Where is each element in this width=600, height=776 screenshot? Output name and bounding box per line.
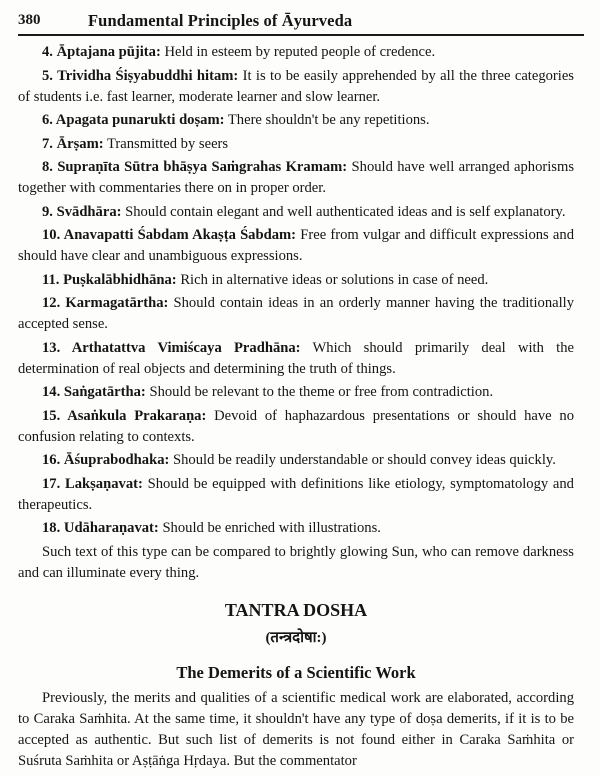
item-term: 18. Udāharaṇavat: (42, 520, 159, 536)
page-number: 380 (18, 12, 41, 28)
running-title: Fundamental Principles of Āyurveda (88, 11, 353, 30)
item-term: 13. Arthatattva Vimiścaya Pradhāna: (42, 339, 301, 356)
list-item (18, 406, 574, 448)
item-term: 4. Āptajana pūjita: (42, 44, 161, 60)
page-body (18, 42, 574, 772)
item-term: 6. Apagata punarukti doṣam: (42, 112, 225, 128)
list-item (18, 382, 574, 403)
item-term: 11. Puṣkalābhidhāna: (42, 271, 177, 288)
item-term: 8. Supraṇīta Sūtra bhāṣya Saṁgrahas Kramam: (42, 159, 348, 175)
list-item (18, 66, 574, 108)
list-item (18, 270, 574, 291)
item-term: 16. Āśuprabodhaka: (42, 452, 170, 468)
item-text: It is to be easily apprehended by all the three categories of students i.e. fast learner, moderate learner and slow learner. (18, 67, 574, 105)
list-item (18, 450, 574, 471)
item-text: Should contain elegant and well authenticated ideas and is self explanatory. (125, 203, 566, 220)
item-text: There shouldn't be any repetitions. (227, 112, 430, 128)
item-text: Held in esteem by reputed people of credence. (164, 44, 436, 60)
closing-paragraph: Such text of this type can be compared to brightly glowing Sun, who can remove darkness and can illuminate every thing. (18, 543, 574, 581)
item-text: Should be relevant to the theme or free from contradiction. (149, 384, 494, 400)
item-text: Should contain ideas in an orderly manner having the traditionally accepted sense. (18, 295, 575, 332)
list-item (18, 42, 574, 63)
list-item (18, 110, 574, 131)
list-item (18, 157, 574, 199)
item-text: Rich in alternative ideas or solutions in case of need. (180, 271, 489, 288)
merits-list (18, 42, 574, 539)
item-term: 5. Trividha Śiṣyabuddhi hitam: (42, 67, 239, 84)
item-term: 9. Svādhāra: (42, 203, 122, 220)
item-term: 14. Saṅgatārtha: (42, 384, 146, 400)
item-term: 12. Karmagatārtha: (42, 295, 169, 311)
section-title: TANTRA DOSHA (224, 599, 368, 620)
item-text: Should be readily understandable or should convey ideas quickly. (173, 452, 556, 468)
item-text: Devoid of haphazardous presentations or should have no confusion relating to contexts. (18, 407, 574, 445)
item-term: 10. Anavapatti Śabdam Akaṣṭa Śabdam: (42, 227, 297, 243)
section-heading: The Demerits of a Scientific Work (176, 662, 416, 682)
item-text: Which should primarily deal with the determination of real objects and determining the truth of things. (18, 339, 574, 377)
list-item (18, 293, 574, 335)
item-text: Should have well arranged aphorisms together with commentaries there on in proper order. (18, 159, 574, 196)
page-header (18, 10, 584, 36)
list-item (18, 474, 574, 516)
list-item (18, 338, 574, 380)
item-text: Should be enriched with illustrations. (162, 520, 381, 536)
item-term: 7. Ārṣam: (42, 135, 104, 152)
list-item (18, 518, 574, 539)
list-item (18, 225, 574, 267)
section-paragraph: Previously, the merits and qualities of a scientific medical work are elaborated, according to Caraka Saṁhita. At the same time, it shouldn't have any type of doṣa demerits, if it is to be accepted as authentic. But such list of demerits is not found either in Caraka Saṁhita or Suśruta Saṁhita or Aṣṭāṅga Hṛdaya. But the commentator (18, 689, 574, 769)
item-text: Transmitted by seers (107, 135, 229, 152)
item-term: 17. Lakṣaṇavat: (42, 475, 143, 492)
list-item (18, 134, 574, 155)
item-term: 15. Asaṅkula Prakaraṇa: (42, 407, 207, 424)
item-text: Free from vulgar and difficult expressions and should have clear and unambiguous expressions. (18, 227, 574, 264)
list-item (18, 202, 574, 223)
section-subtitle: (तन्त्रदोषा:) (265, 629, 327, 646)
item-text: Should be equipped with definitions like etiology, symptomatology and therapeutics. (18, 475, 574, 513)
